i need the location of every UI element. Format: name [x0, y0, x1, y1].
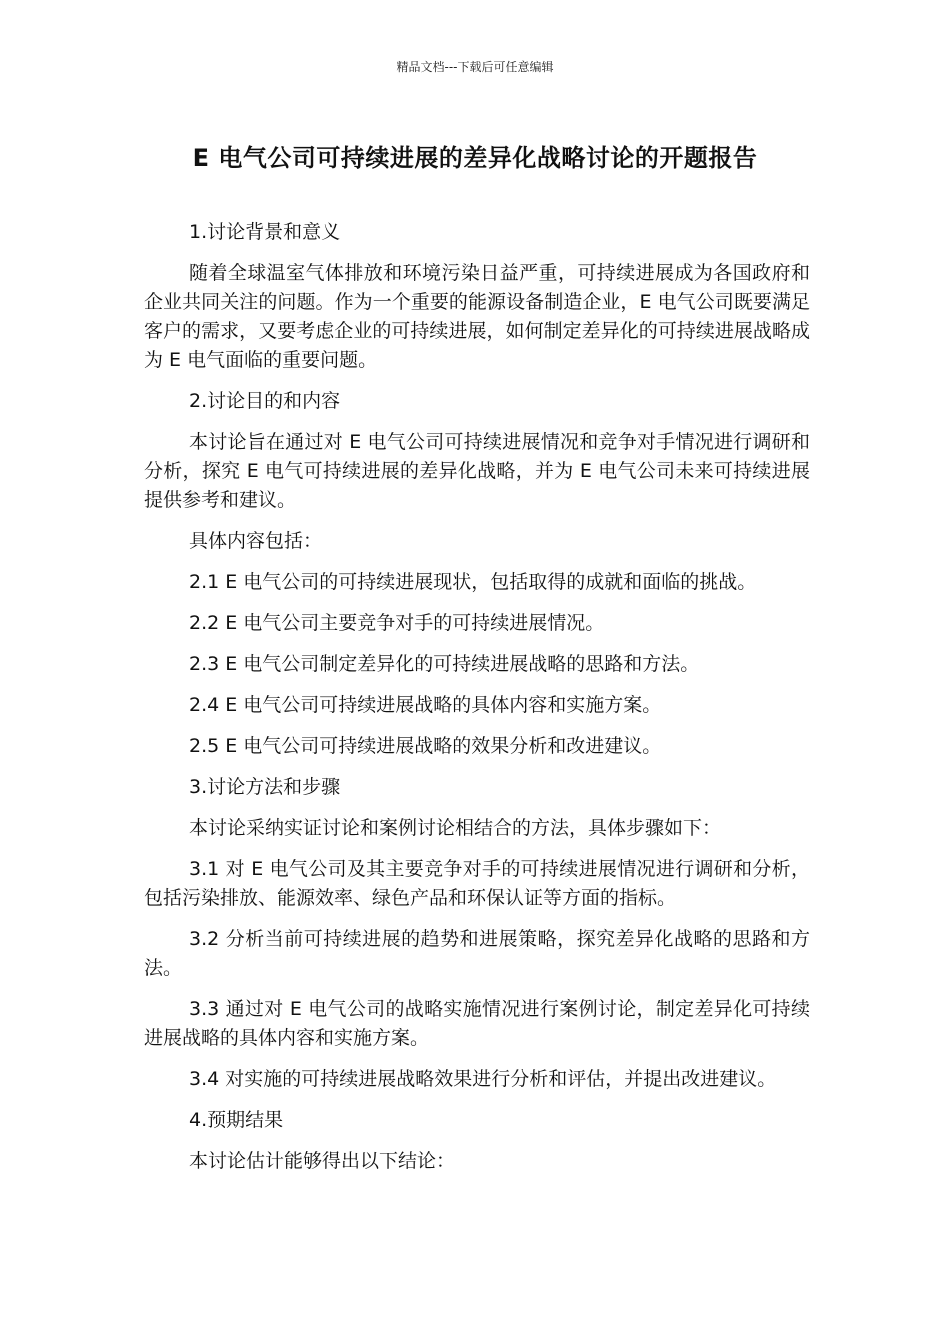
paragraph-method-intro: 本讨论采纳实证讨论和案例讨论相结合的方法，具体步骤如下：	[189, 817, 722, 839]
page-header: 精品文档---下载后可任意编辑	[396, 60, 554, 74]
paragraph-content-intro: 具体内容包括：	[189, 530, 323, 552]
section-heading-4: 4.预期结果	[189, 1109, 284, 1131]
list-item-2-1: 2.1 E 电气公司的可持续进展现状，包括取得的成就和面临的挑战。	[189, 571, 757, 593]
list-item-2-5: 2.5 E 电气公司可持续进展战略的效果分析和改进建议。	[189, 735, 662, 757]
list-item-2-4: 2.4 E 电气公司可持续进展战略的具体内容和实施方案。	[189, 694, 662, 716]
paragraph-results-intro: 本讨论估计能够得出以下结论：	[189, 1150, 456, 1172]
section-heading-2: 2.讨论目的和内容	[189, 390, 341, 412]
list-item-2-2: 2.2 E 电气公司主要竞争对手的可持续进展情况。	[189, 612, 605, 634]
section-heading-1: 1.讨论背景和意义	[189, 221, 341, 243]
paragraph-purpose: 本讨论旨在通过对 E 电气公司可持续进展情况和竞争对手情况进行调研和分析，探究 E 电气可持续进展的差异化战略，并为 E 电气公司未来可持续进展提供参考和建议。	[144, 431, 810, 511]
list-item-2-3: 2.3 E 电气公司制定差异化的可持续进展战略的思路和方法。	[189, 653, 700, 675]
document-title: E 电气公司可持续进展的差异化战略讨论的开题报告	[192, 144, 758, 172]
list-item-3-4: 3.4 对实施的可持续进展战略效果进行分析和评估，并提出改进建议。	[189, 1068, 777, 1090]
document-body	[144, 218, 810, 1188]
paragraph-background: 随着全球温室气体排放和环境污染日益严重，可持续进展成为各国政府和企业共同关注的问题。作为一个重要的能源设备制造企业，E 电气公司既要满足客户的需求，又要考虑企业的可持续进展，如何制定差异化的可持续进展战略成为 E 电气面临的重要问题。	[144, 262, 810, 371]
list-item-3-2: 3.2 分析当前可持续进展的趋势和进展策略，探究差异化战略的思路和方法。	[144, 928, 810, 979]
section-heading-3: 3.讨论方法和步骤	[189, 776, 341, 798]
list-item-3-3: 3.3 通过对 E 电气公司的战略实施情况进行案例讨论，制定差异化可持续进展战略的具体内容和实施方案。	[144, 998, 810, 1049]
list-item-3-1: 3.1 对 E 电气公司及其主要竞争对手的可持续进展情况进行调研和分析，包括污染排放、能源效率、绿色产品和环保认证等方面的指标。	[144, 858, 810, 909]
